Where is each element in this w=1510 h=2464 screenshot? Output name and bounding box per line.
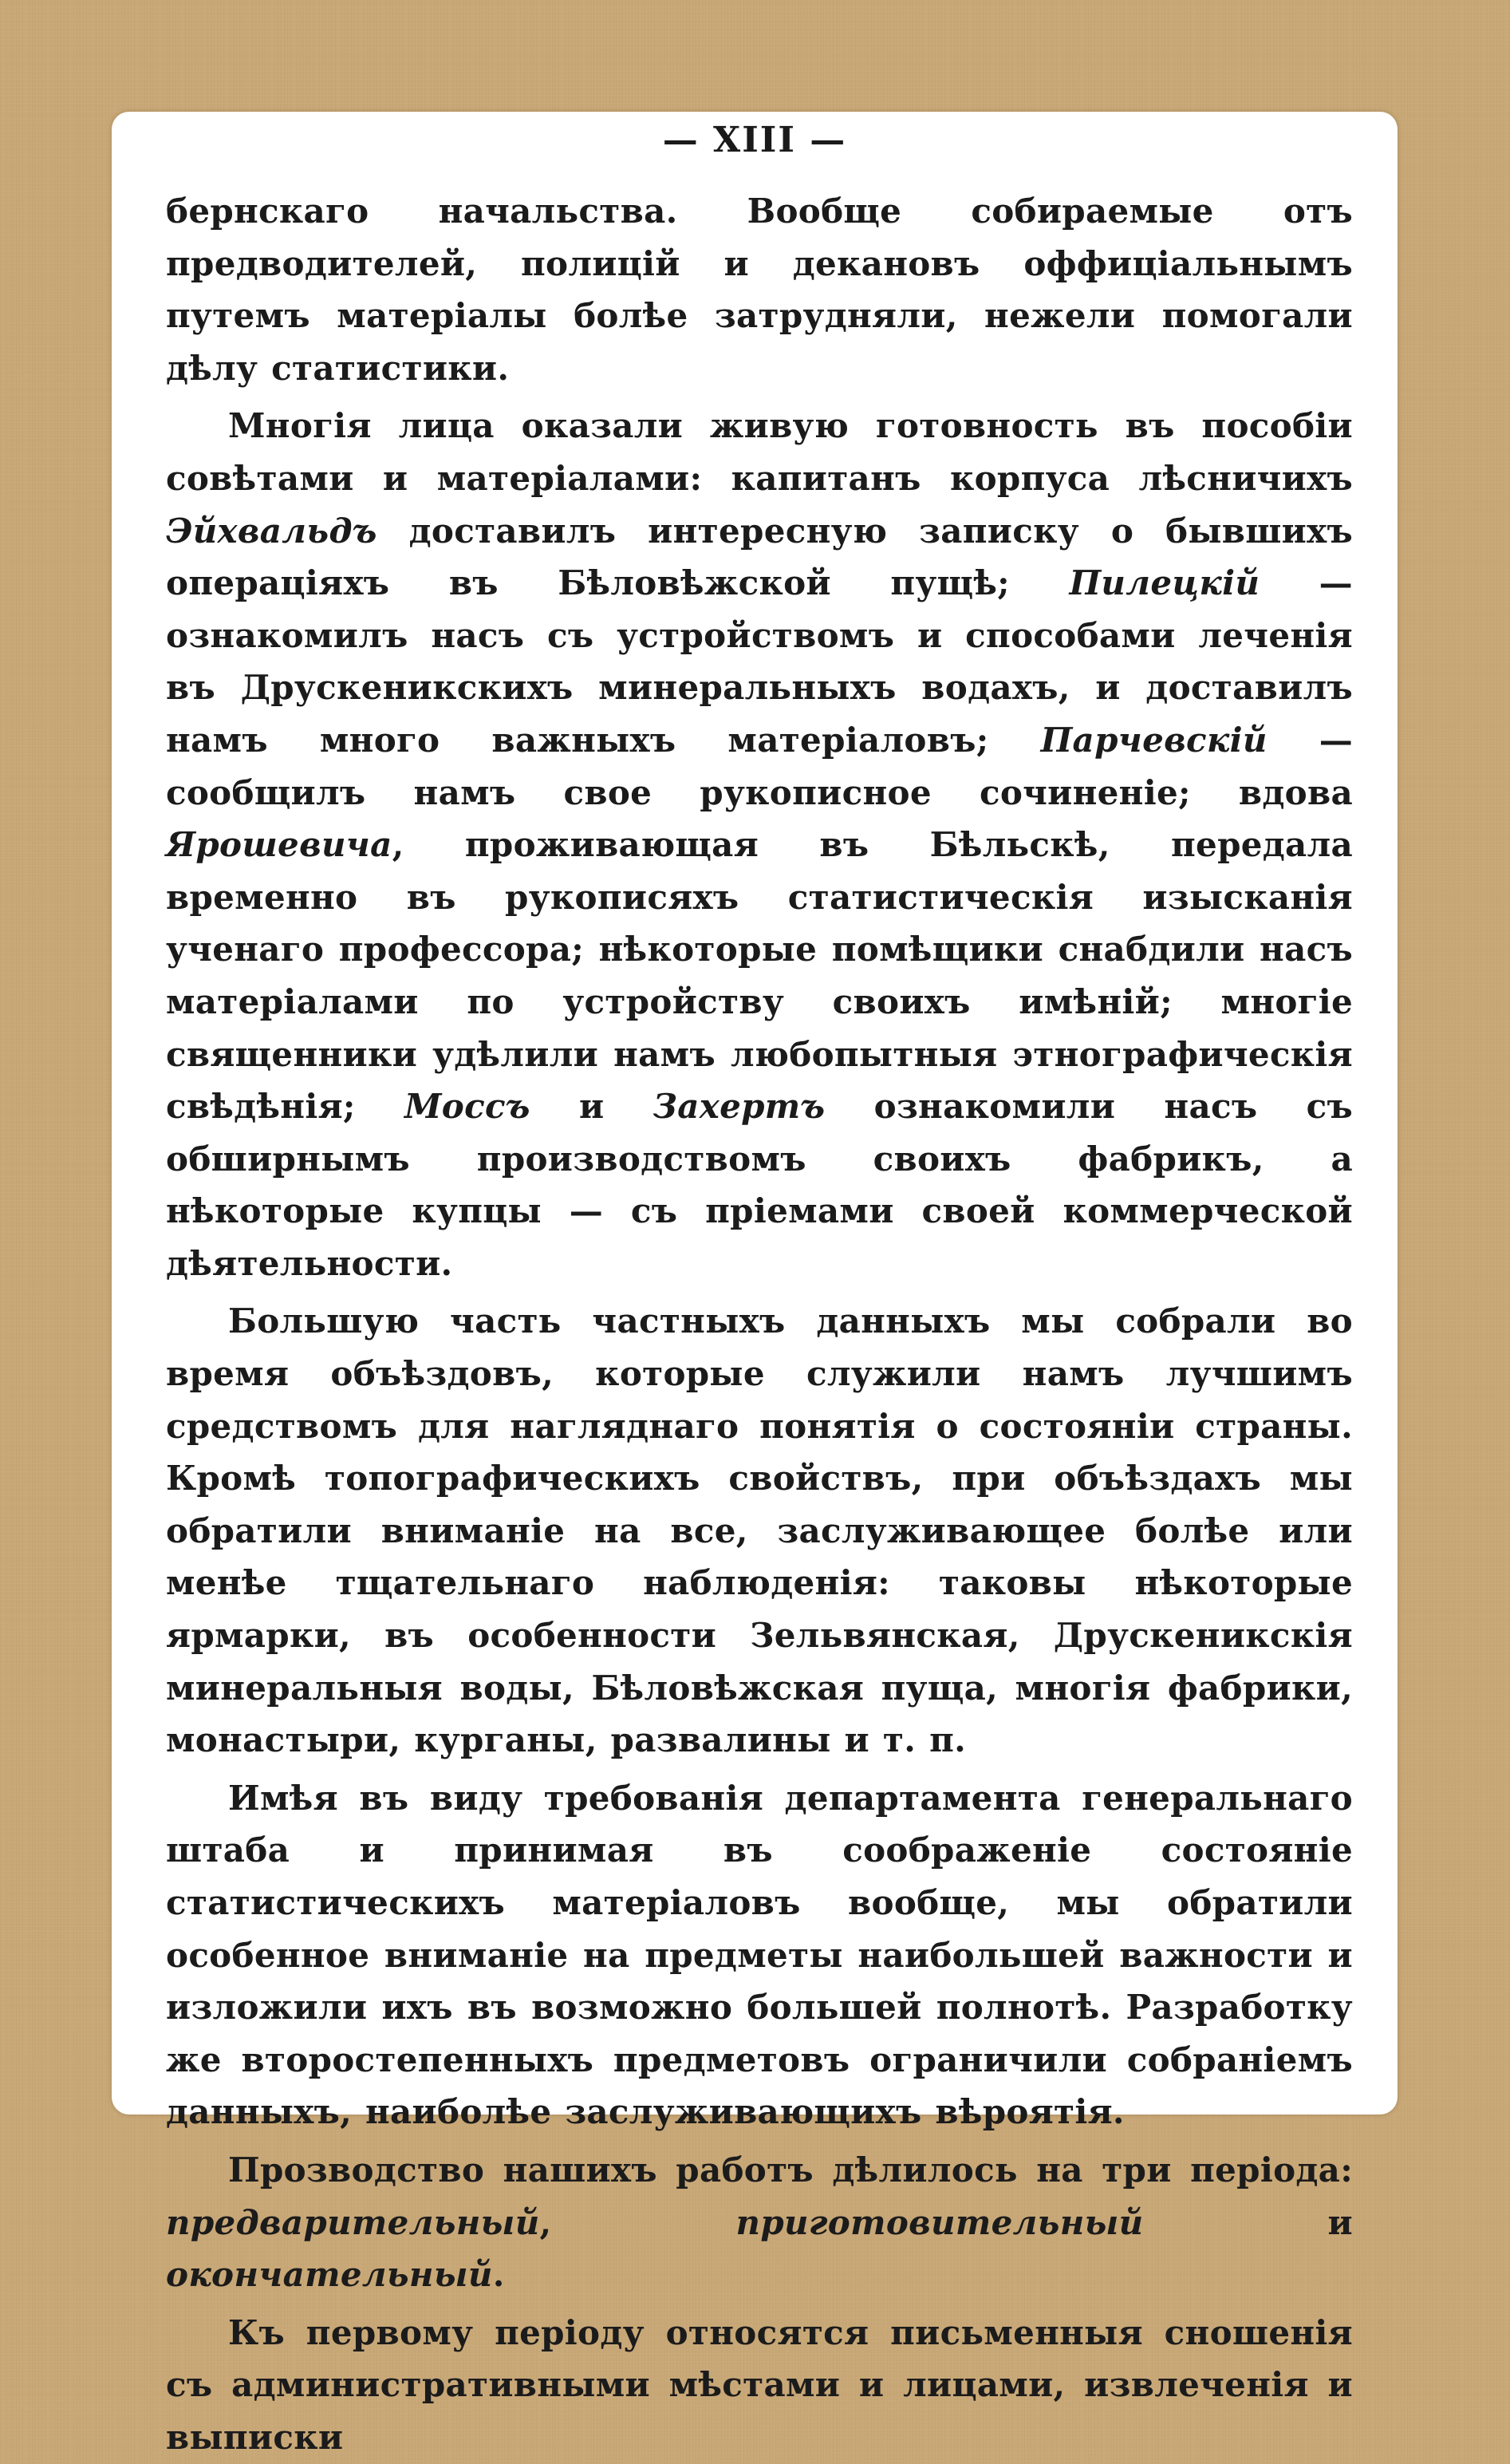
text-segment: — ознакомилъ насъ съ устройствомъ и способами леченія въ Друскеникскихъ минеральныхъ водахъ, и доставилъ намъ много важныхъ матеріаловъ; (166, 563, 1353, 760)
text-segment: и (530, 1087, 653, 1127)
paragraph-6 (166, 2307, 1353, 2464)
person-name: Захертъ (652, 1087, 826, 1127)
person-name: Ярошевича (166, 825, 392, 865)
paragraph-3 (166, 1295, 1353, 1766)
person-name: Эйхвальдъ (166, 511, 377, 551)
text-segment: Имѣя въ виду требованія департамента генеральнаго штаба и принимая въ соображеніе состояніе статистическихъ матеріаловъ вообще, мы обратили особенное вниманіе на предметы наибольшей важности и изложили ихъ въ возможно большей полнотѣ. Разработку же второстепенныхъ предметовъ ограничили собраніемъ данныхъ, наиболѣе заслуживающихъ вѣроятія. (166, 1778, 1353, 2132)
paragraph-5 (166, 2144, 1353, 2301)
text-segment: бернскаго начальства. Вообще собираемые отъ предводителей, полицій и декановъ оффиціальнымъ путемъ матеріалы болѣе затрудняли, нежели помогали дѣлу статистики. (166, 192, 1353, 388)
paragraph-4 (166, 1772, 1353, 2138)
paragraph-1 (166, 185, 1353, 394)
text-segment: Прозводство нашихъ работъ дѣлилось на три періода: (228, 2150, 1353, 2190)
text-segment: и (1143, 2202, 1353, 2242)
person-name: Пилецкій (1069, 563, 1260, 603)
person-name: Моссъ (404, 1087, 530, 1127)
text-segment: ознакомили насъ съ обширнымъ производствомъ своихъ фабрикъ, а нѣкоторые купцы — съ пріемами своей коммерческой дѣятельности. (166, 1087, 1353, 1283)
text-segment: Большую часть частныхъ данныхъ мы собрали во время объѣздовъ, которые служили намъ лучшимъ средствомъ для нагляднаго понятія о состояніи страны. Кромѣ топографическихъ свойствъ, при объѣздахъ мы обратили вниманіе на все, заслуживающее болѣе или менѣе тщательнаго наблюденія: таковы нѣкоторые ярмарки, въ особенности Зельвянская, Друскеникскія минеральныя воды, Бѣловѣжская пуща, многія фабрики, монастыри, курганы, развалины и т. п. (166, 1301, 1353, 1760)
body-text (166, 185, 1353, 2464)
page-number: — XIII — (662, 120, 847, 160)
period-term: приготовительный (735, 2202, 1144, 2242)
text-segment: — сообщилъ намъ свое рукописное сочиненіе; вдова (166, 720, 1353, 812)
text-segment: . (492, 2255, 505, 2295)
period-term: предварительный (166, 2202, 540, 2242)
text-segment: доставилъ интересную записку о бывшихъ операціяхъ въ Бѣловѣжской пущѣ; (166, 511, 1353, 603)
text-segment: Къ первому періоду относятся письменныя сношенія съ административными мѣстами и лицами, извлеченія и выписки (166, 2312, 1353, 2457)
text-segment: , (539, 2202, 736, 2242)
text-segment: Многія лица оказали живую готовность въ пособіи совѣтами и матеріалами: капитанъ корпуса лѣсничихъ (166, 406, 1353, 498)
paragraph-2 (166, 400, 1353, 1289)
person-name: Парчевскій (1040, 720, 1268, 760)
period-term: окончательный (166, 2255, 493, 2295)
book-page (112, 112, 1398, 2457)
text-segment: , проживающая въ Бѣльскѣ, передала временно въ рукописяхъ статистическія изысканія ученаго профессора; нѣкоторые помѣщики снабдили насъ матеріалами по устройству своихъ имѣній; многіе священники удѣлили намъ любопытныя этнографическія свѣдѣнія; (166, 825, 1353, 1127)
